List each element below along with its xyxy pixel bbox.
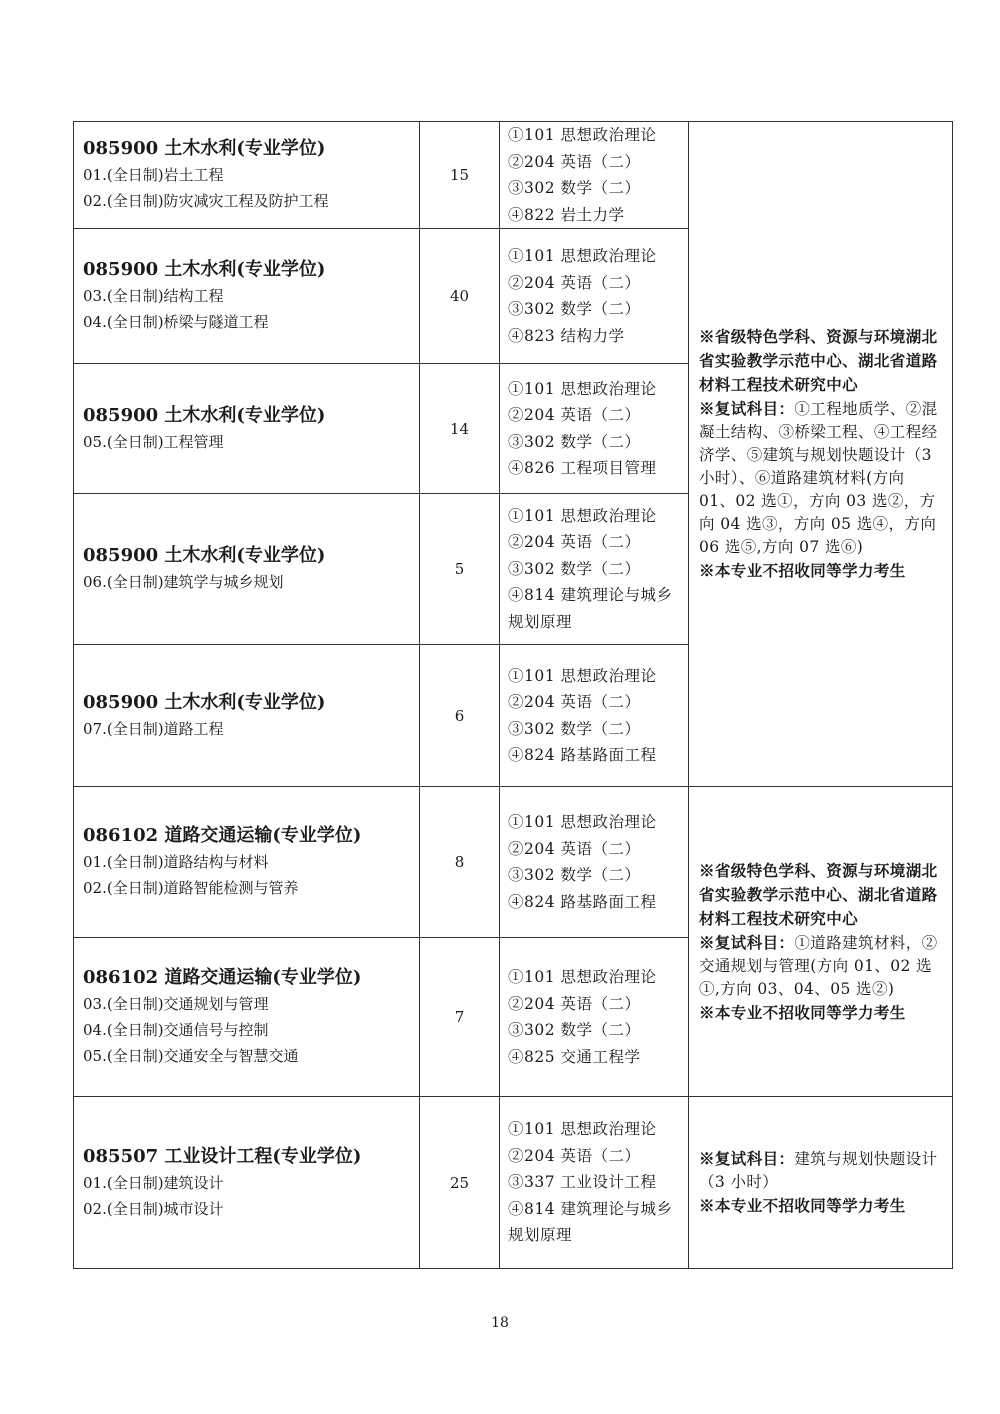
major-cell: [74, 494, 420, 645]
subjects-cell: [500, 229, 689, 364]
major-title: 085900 土木水利(专业学位): [83, 138, 326, 159]
note-retest-label: ※复试科目：: [699, 1149, 795, 1168]
subject-item: ③302 数学（二）: [508, 559, 641, 578]
quota-cell: 15: [420, 122, 500, 229]
major-cell: [74, 1097, 420, 1269]
subject-item: ①101 思想政治理论: [508, 379, 657, 398]
quota-cell: 25: [420, 1097, 500, 1269]
direction-item: 01.(全日制)建筑设计: [83, 1173, 224, 1192]
subjects-cell: [500, 1097, 689, 1269]
subject-item: ②204 英语（二）: [508, 152, 641, 171]
subject-item: ①101 思想政治理论: [508, 1120, 657, 1139]
major-cell: [74, 938, 420, 1097]
major-title: 085900 土木水利(专业学位): [83, 691, 326, 713]
subject-item: ①101 思想政治理论: [508, 247, 657, 265]
subject-item: ①101 思想政治理论: [508, 666, 657, 685]
subject-item: ②204 英语（二）: [508, 273, 641, 292]
subject-item: ④823 结构力学: [508, 326, 625, 345]
direction-item: 04.(全日制)交通信号与控制: [83, 1021, 269, 1039]
note-no-equivalent: ※本专业不招收同等学力考生: [699, 561, 906, 580]
subject-item: ①101 思想政治理论: [508, 506, 657, 525]
subjects-cell: [500, 938, 689, 1097]
subject-item: ③302 数学（二）: [508, 866, 641, 884]
subject-item: ③302 数学（二）: [508, 432, 641, 451]
subjects-cell: [500, 787, 689, 938]
notes-cell-civil: [689, 122, 953, 787]
enrollment-table: [73, 121, 953, 1269]
subject-item: ④824 路基路面工程: [508, 746, 657, 764]
note-retest-text: 建筑与规划快题设计（3 小时）: [699, 1150, 938, 1191]
table-row: [74, 1097, 953, 1269]
subject-item: ②204 英语（二）: [508, 406, 641, 424]
direction-item: 04.(全日制)桥梁与隧道工程: [83, 313, 269, 331]
note-discipline: ※省级特色学科、资源与环境湖北省实验教学示范中心、湖北省道路材料工程技术研究中心: [699, 327, 938, 394]
subject-item: ②204 英语（二）: [508, 839, 641, 858]
notes-cell-industrial: [689, 1097, 953, 1269]
quota-cell: 7: [420, 938, 500, 1097]
direction-item: 07.(全日制)道路工程: [83, 719, 224, 738]
notes-cell-traffic: [689, 787, 953, 1097]
quota-cell: 14: [420, 364, 500, 494]
direction-item: 02.(全日制)城市设计: [83, 1199, 224, 1218]
direction-item: 06.(全日制)建筑学与城乡规划: [83, 573, 284, 591]
major-cell: [74, 645, 420, 787]
direction-item: 03.(全日制)结构工程: [83, 287, 224, 305]
note-retest-text: ①工程地质学、②混凝土结构、③桥梁工程、④工程经济学、⑤建筑与规划快题设计（3 小时）、⑥道路建筑材料(方向 01、02 选①，方向 03 选②，方向 04 选③，方向 05 选④，方向 06 选⑤,方向 07 选⑥): [699, 400, 938, 556]
note-no-equivalent: ※本专业不招收同等学力考生: [699, 1196, 906, 1215]
subject-item: ④825 交通工程学: [508, 1047, 641, 1066]
major-cell: [74, 229, 420, 364]
subject-item: ④814 建筑理论与城乡规划原理: [508, 586, 673, 631]
major-cell: [74, 364, 420, 494]
subject-item: ①101 思想政治理论: [508, 813, 657, 831]
major-cell: [74, 122, 420, 229]
subject-item: ②204 英语（二）: [508, 994, 641, 1013]
subject-item: ②204 英语（二）: [508, 693, 641, 711]
subject-item: ③337 工业设计工程: [508, 1173, 657, 1192]
major-title: 085507 工业设计工程(专业学位): [83, 1145, 362, 1167]
note-retest-label: ※复试科目：: [699, 399, 795, 418]
subject-item: ④814 建筑理论与城乡规划原理: [508, 1199, 673, 1245]
page-number: 18: [491, 1315, 509, 1331]
major-title: 085900 土木水利(专业学位): [83, 545, 326, 566]
major-title: 086102 道路交通运输(专业学位): [83, 825, 362, 846]
subjects-cell: [500, 122, 689, 229]
note-retest-text: ①道路建筑材料，②交通规划与管理(方向 01、02 选①,方向 03、04、05 选②): [699, 933, 938, 998]
subject-item: ③302 数学（二）: [508, 1021, 641, 1039]
direction-item: 05.(全日制)工程管理: [83, 432, 224, 451]
subject-item: ④824 路基路面工程: [508, 892, 657, 911]
subject-item: ④822 岩土力学: [508, 205, 625, 224]
major-cell: [74, 787, 420, 938]
subject-item: ②204 英语（二）: [508, 1146, 641, 1165]
major-title: 085900 土木水利(专业学位): [83, 404, 326, 426]
table-row: [74, 122, 953, 229]
subjects-cell: [500, 364, 689, 494]
direction-item: 05.(全日制)交通安全与智慧交通: [83, 1047, 299, 1065]
major-title: 086102 道路交通运输(专业学位): [83, 967, 362, 988]
direction-item: 01.(全日制)道路结构与材料: [83, 853, 269, 871]
quota-cell: 8: [420, 787, 500, 938]
subject-item: ①101 思想政治理论: [508, 126, 657, 144]
quota-cell: 5: [420, 494, 500, 645]
direction-item: 03.(全日制)交通规划与管理: [83, 995, 269, 1013]
subject-item: ④826 工程项目管理: [508, 459, 657, 477]
direction-item: 02.(全日制)防灾减灾工程及防护工程: [83, 192, 329, 210]
table-row: [74, 787, 953, 938]
note-no-equivalent: ※本专业不招收同等学力考生: [699, 1002, 906, 1022]
subject-item: ③302 数学（二）: [508, 300, 641, 318]
subjects-cell: [500, 494, 689, 645]
subject-item: ③302 数学（二）: [508, 719, 641, 738]
subject-item: ①101 思想政治理论: [508, 968, 657, 986]
subjects-cell: [500, 645, 689, 787]
direction-item: 01.(全日制)岩土工程: [83, 166, 224, 184]
note-retest-label: ※复试科目：: [699, 932, 795, 952]
direction-item: 02.(全日制)道路智能检测与管养: [83, 879, 299, 897]
major-title: 085900 土木水利(专业学位): [83, 259, 326, 280]
subject-item: ②204 英语（二）: [508, 533, 641, 552]
note-discipline: ※省级特色学科、资源与环境湖北省实验教学示范中心、湖北省道路材料工程技术研究中心: [699, 860, 938, 928]
quota-cell: 40: [420, 229, 500, 364]
quota-cell: 6: [420, 645, 500, 787]
subject-item: ③302 数学（二）: [508, 179, 641, 197]
